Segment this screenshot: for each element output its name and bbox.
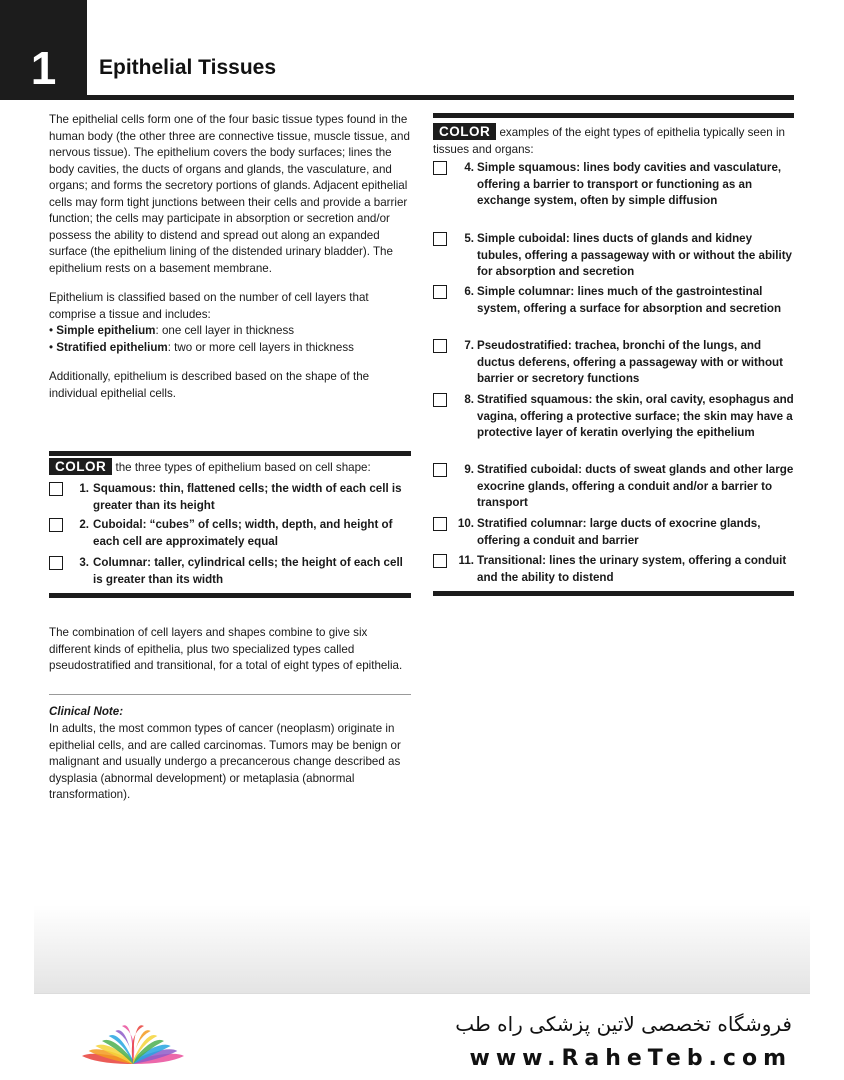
bullet-stratified: • Stratified epithelium: two or more cell layers in thickness: [49, 340, 354, 354]
color-instruction: examples of the eight types of epithelia typically seen in tissues and organs:: [433, 126, 785, 156]
chapter-number: 1: [30, 42, 57, 94]
combination-paragraph: The combination of cell layers and shapes combine to give six different kinds of epithelia, plus two specialized types called pseudostratified and transitional, for a total of eight types of epithelia.: [49, 626, 403, 672]
color-checkbox[interactable]: [433, 554, 447, 568]
list-item: [433, 160, 795, 210]
color-box-2-heading: [433, 123, 794, 158]
color-checkbox[interactable]: [433, 463, 447, 477]
color-checkbox[interactable]: [49, 482, 63, 496]
color-checkbox[interactable]: [433, 232, 447, 246]
store-name: فروشگاه تخصصی لاتین پزشکی راه طب: [455, 1012, 792, 1036]
color-box-2-bottom-rule: [433, 591, 794, 596]
color-tag: COLOR: [433, 123, 496, 140]
item-number: 4.: [464, 161, 474, 174]
item-text: Pseudostratified: trachea, bronchi of the lungs, and ductus deferens, offering a passageway with or without barrier or secretory functions: [477, 339, 783, 385]
footer-line: [34, 993, 810, 994]
bullet-term: Simple epithelium: [56, 324, 156, 337]
item-text: Transitional: lines the urinary system, offering a conduit and the ability to distend: [477, 554, 787, 584]
item-number: 7.: [464, 339, 474, 352]
color-checkbox[interactable]: [433, 285, 447, 299]
page-title: Epithelial Tissues: [99, 56, 277, 79]
item-text: Columnar: taller, cylindrical cells; the height of each cell is greater than its width: [93, 556, 403, 586]
item-text: Stratified cuboidal: ducts of sweat glands and other large exocrine glands, offering a conduit and/or a barrier to transport: [477, 463, 794, 509]
color-checkbox[interactable]: [433, 339, 447, 353]
color-tag: COLOR: [49, 458, 112, 475]
shape-paragraph: Additionally, epithelium is described based on the shape of the individual epithelial cells.: [49, 370, 370, 400]
clinical-note-text: In adults, the most common types of cancer (neoplasm) originate in epithelial cells, and are called carcinomas. Tumors may be benign or malignant and usually undergo a precancerous change described as dysplasia (abnormal development) or metaplasia (abnormal transformation).: [49, 722, 401, 801]
list-item: [433, 553, 795, 586]
item-text: Simple columnar: lines much of the gastrointestinal system, offering a surface for absorption and secretion: [477, 285, 782, 315]
clinical-note-title: Clinical Note:: [49, 705, 124, 718]
website-link[interactable]: www.RaheTeb.com: [469, 1046, 792, 1071]
item-text: Squamous: thin, flattened cells; the width of each cell is greater than its height: [93, 482, 402, 512]
footer-shade: [34, 905, 810, 993]
color-checkbox[interactable]: [433, 393, 447, 407]
item-number: 5.: [464, 232, 474, 245]
color-box-1-bottom-rule: [49, 593, 411, 598]
item-number: 2.: [79, 518, 89, 531]
item-text: Simple squamous: lines body cavities and vasculature, offering a barrier to transport or functioning as an exchange system, often by simple diffusion: [477, 161, 782, 207]
list-item: [49, 555, 411, 588]
color-checkbox[interactable]: [433, 161, 447, 175]
item-number: 8.: [464, 393, 474, 406]
item-number: 11.: [458, 554, 474, 567]
item-number: 3.: [79, 556, 89, 569]
title-rule: [87, 95, 794, 100]
color-box-1-heading: [49, 458, 411, 477]
color-box-2-top-rule: [433, 113, 794, 118]
bullet-desc: : one cell layer in thickness: [155, 324, 295, 337]
item-text: Simple cuboidal: lines ducts of glands and kidney tubules, offering a passageway with or without the ability for absorption and secretion: [477, 232, 793, 278]
bullet-simple: • Simple epithelium: one cell layer in thickness: [49, 324, 295, 337]
color-instruction: the three types of epithelium based on cell shape:: [115, 461, 371, 474]
list-item: [433, 284, 795, 317]
list-item: [433, 462, 795, 512]
color-checkbox[interactable]: [49, 518, 63, 532]
list-item: [433, 231, 795, 281]
item-text: Stratified columnar: large ducts of exocrine glands, offering a conduit and barrier: [477, 517, 761, 547]
open-book-logo-icon: [78, 1008, 188, 1068]
classification-paragraph: Epithelium is classified based on the number of cell layers that comprise a tissue and includes:: [49, 291, 369, 321]
color-box-1-top-rule: [49, 451, 411, 456]
intro-paragraph: The epithelial cells form one of the four basic tissue types found in the human body (the other three are connective tissue, muscle tissue, and nervous tissue). The epithelium covers the body surfaces; lines the body cavities, the ducts of organs and glands, the vasculature, and organs; and forms the secretory portions of glands. Adjacent epithelial cells may form tight junctions between their cells and provide a barrier function; the cells may participate in absorption or secretion and/or possess the ability to distend and spread out along an expanded surface (the epithelium lining of the distended urinary bladder). The epithelium rests on a basement membrane.: [49, 113, 410, 275]
item-text: Stratified squamous: the skin, oral cavity, esophagus and vagina, offering a protective surface; the skin may have a protective layer of keratin overlying the epithelium: [477, 393, 794, 439]
bullet-term: Stratified epithelium: [56, 340, 168, 354]
bullet-desc: : two or more cell layers in thickness: [167, 340, 354, 354]
list-item: [49, 517, 411, 550]
list-item: [49, 481, 411, 514]
list-item: [433, 392, 795, 442]
color-checkbox[interactable]: [49, 556, 63, 570]
list-item: [433, 516, 795, 549]
divider: [49, 694, 411, 695]
item-number: 9.: [464, 463, 474, 476]
color-checkbox[interactable]: [433, 517, 447, 531]
item-text: Cuboidal: “cubes” of cells; width, depth, and height of each cell are approximately equal: [93, 518, 393, 548]
list-item: [433, 338, 795, 388]
item-number: 1.: [79, 482, 89, 495]
intro-text: [49, 112, 411, 402]
item-number: 10.: [457, 517, 474, 530]
item-number: 6.: [464, 285, 474, 298]
